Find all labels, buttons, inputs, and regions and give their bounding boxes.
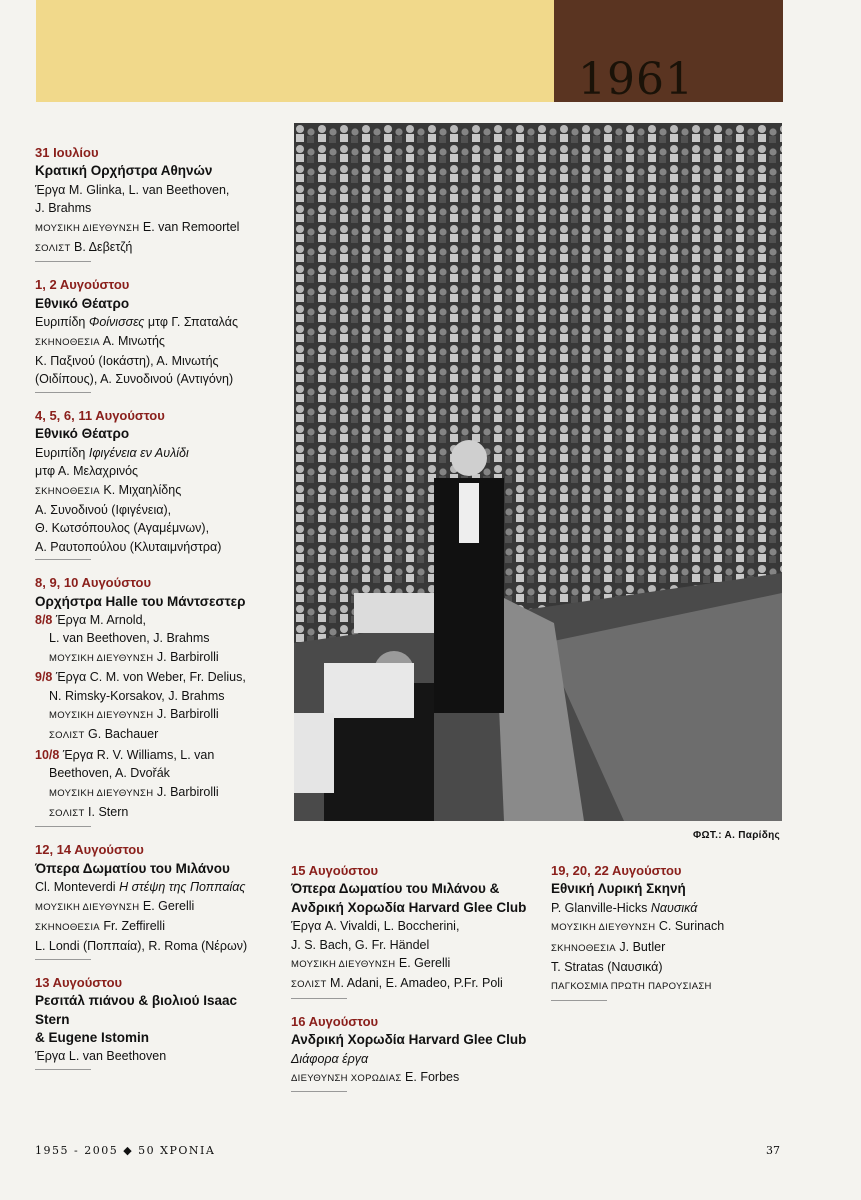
- role-label: ΜΟΥΣΙΚΗ ΔΙΕΥΘΥΝΣΗ: [551, 922, 656, 934]
- event-entry: [291, 1013, 531, 1093]
- program-column-1: [35, 144, 260, 1084]
- role-value: Α. Μινωτής: [102, 333, 165, 348]
- event-detail: J. S. Bach, G. Fr. Händel: [291, 937, 430, 952]
- footer-publication: 1955 - 2005 ◆ 50 ΧΡΟΝΙΑ: [35, 1144, 216, 1157]
- event-entry: [35, 574, 260, 827]
- event-detail: Έργα L. van Beethoven: [35, 1049, 167, 1064]
- role-value: E. Forbes: [405, 1070, 460, 1085]
- event-detail: Α. Ραυτοπούλου (Κλυταιμνήστρα): [35, 539, 222, 554]
- event-detail: N. Rimsky-Korsakov, J. Brahms: [49, 688, 225, 703]
- role-label: ΣΚΗΝΟΘΕΣΙΑ: [551, 942, 616, 954]
- event-title: Εθνική Λυρική Σκηνή: [551, 881, 686, 897]
- role-label: ΜΟΥΣΙΚΗ ΔΙΕΥΘΥΝΣΗ: [49, 709, 154, 721]
- entry-divider: [35, 392, 91, 393]
- event-entry: [551, 862, 791, 1001]
- work-title: Φοίνισσες: [88, 315, 145, 330]
- event-title: Ρεσιτάλ πιάνου & βιολιού Isaac Stern: [35, 993, 237, 1027]
- role-value: J. Butler: [619, 939, 666, 954]
- event-detail: L. Londi (Ποππαία), R. Roma (Νέρων): [35, 939, 248, 954]
- role-value: M. Adani, E. Amadeo, P.Fr. Poli: [330, 976, 503, 991]
- event-title: Ανδρική Χορωδία Harvard Glee Club: [291, 899, 527, 915]
- event-title: Εθνικό Θέατρο: [35, 426, 130, 442]
- event-title: Ανδρική Χορωδία Harvard Glee Club: [291, 1032, 527, 1048]
- event-detail: Έργα M. Glinka, L. van Beethoven,: [35, 182, 230, 197]
- role-label: ΣΟΛΙΣΤ: [49, 730, 85, 742]
- role-value: G. Bachauer: [88, 727, 159, 742]
- work-title: Ιφιγένεια εν Αυλίδι: [88, 445, 189, 460]
- event-title: Όπερα Δωματίου του Μιλάνου &: [291, 881, 500, 897]
- page-number: 37: [766, 1144, 780, 1157]
- event-entry: [35, 276, 260, 392]
- work-title: Η στέψη της Ποππαίας: [119, 880, 246, 895]
- event-entry: [291, 862, 531, 999]
- event-entry: [35, 974, 260, 1070]
- role-label: ΣΚΗΝΟΘΕΣΙΑ: [35, 485, 100, 497]
- role-value: C. Surinach: [658, 919, 725, 934]
- event-detail: Έργα C. M. von Weber, Fr. Delius,: [55, 670, 246, 685]
- event-date: 19, 20, 22 Αυγούστου: [551, 863, 682, 878]
- event-title: Ορχήστρα Halle του Μάντσεστερ: [35, 593, 246, 609]
- event-detail: Α. Συνοδινού (Ιφιγένεια),: [35, 502, 172, 517]
- role-label: ΔΙΕΥΘΥΝΣΗ ΧΟΡΩΔΙΑΣ: [291, 1073, 402, 1085]
- event-date: 4, 5, 6, 11 Αυγούστου: [35, 407, 165, 423]
- premiere-label: ΠΑΓΚΟΣΜΙΑ ΠΡΩΤΗ ΠΑΡΟΥΣΙΑΣΗ: [551, 981, 712, 993]
- event-detail: Κ. Παξινού (Ιοκάστη), Α. Μινωτής: [35, 354, 219, 369]
- event-detail: (Οιδίπους), Α. Συνοδινού (Αντιγόνη): [35, 372, 234, 387]
- role-label: ΣΟΛΙΣΤ: [49, 808, 85, 819]
- event-date: 8, 9, 10 Αυγούστου: [35, 575, 152, 591]
- entry-divider: [291, 998, 347, 999]
- entry-divider: [35, 826, 91, 827]
- event-detail: L. van Beethoven, J. Brahms: [49, 631, 210, 646]
- event-date: 15 Αυγούστου: [291, 863, 379, 878]
- entry-divider: [35, 261, 91, 262]
- entry-divider: [35, 959, 91, 960]
- event-title: Εθνικό Θέατρο: [35, 295, 130, 311]
- role-value: J. Barbirolli: [156, 706, 219, 721]
- day-label: 10/8: [35, 747, 60, 762]
- role-value: J. Barbirolli: [156, 784, 219, 799]
- event-title: Όπερα Δωματίου του Μιλάνου: [35, 860, 230, 876]
- role-value: I. Stern: [88, 805, 129, 819]
- event-detail: P. Glanville-Hicks: [551, 900, 651, 915]
- day-label: 9/8: [35, 670, 53, 685]
- entry-divider: [35, 559, 91, 560]
- header-band-yellow: [36, 0, 554, 102]
- event-entry: [35, 407, 260, 560]
- entry-divider: [291, 1091, 347, 1092]
- event-date: 1, 2 Αυγούστου: [35, 277, 130, 293]
- role-label: ΜΟΥΣΙΚΗ ΔΙΕΥΘΥΝΣΗ: [49, 787, 154, 799]
- event-detail: Ευριπίδη: [35, 315, 89, 330]
- event-detail: Έργα M. Arnold,: [55, 612, 147, 627]
- event-entry: [35, 144, 260, 262]
- concert-photo: [294, 123, 782, 821]
- event-detail: Cl. Monteverdi: [35, 880, 120, 895]
- event-entry: [35, 841, 260, 959]
- role-label: ΣΚΗΝΟΘΕΣΙΑ: [35, 922, 100, 934]
- role-label: ΜΟΥΣΙΚΗ ΔΙΕΥΘΥΝΣΗ: [35, 222, 140, 234]
- work-title: Ναυσικά: [650, 900, 698, 915]
- role-value: E. Gerelli: [398, 956, 451, 971]
- event-date: 12, 14 Αυγούστου: [35, 842, 144, 858]
- role-label: ΣΚΗΝΟΘΕΣΙΑ: [35, 336, 100, 348]
- event-date: 13 Αυγούστου: [35, 974, 123, 990]
- role-label: ΜΟΥΣΙΚΗ ΔΙΕΥΘΥΝΣΗ: [49, 652, 154, 664]
- role-value: Fr. Zeffirelli: [103, 919, 165, 934]
- role-value: Β. Δεβετζή: [74, 240, 133, 255]
- event-detail: μτφ Α. Μελαχρινός: [35, 464, 139, 479]
- event-detail: μτφ Γ. Σπαταλάς: [144, 315, 238, 330]
- entry-divider: [551, 1000, 607, 1001]
- day-label: 8/8: [35, 612, 53, 627]
- role-value: Κ. Μιχαηλίδης: [103, 482, 182, 497]
- event-date: 31 Ιουλίου: [35, 145, 99, 160]
- program-column-3: [551, 862, 791, 1015]
- program-column-2: [291, 862, 531, 1106]
- event-title: & Eugene Istomin: [35, 1030, 150, 1046]
- role-label: ΜΟΥΣΙΚΗ ΔΙΕΥΘΥΝΣΗ: [291, 959, 396, 971]
- role-label: ΣΟΛΙΣΤ: [35, 243, 71, 255]
- entry-divider: [35, 1069, 91, 1070]
- event-detail: Έργα R. V. Williams, L. van: [62, 747, 215, 762]
- event-detail: J. Brahms: [35, 201, 92, 216]
- event-title: Κρατική Ορχήστρα Αθηνών: [35, 163, 213, 179]
- event-detail: Θ. Κωτσόπουλος (Αγαμέμνων),: [35, 521, 210, 536]
- role-label: ΜΟΥΣΙΚΗ ΔΙΕΥΘΥΝΣΗ: [35, 901, 140, 913]
- event-detail: T. Stratas (Ναυσικά): [551, 960, 663, 975]
- role-value: J. Barbirolli: [156, 649, 219, 664]
- event-detail: Beethoven, A. Dvořák: [49, 766, 170, 781]
- photo-credit: ΦΩΤ.: Α. Παρίδης: [693, 830, 781, 841]
- work-title: Διάφορα έργα: [291, 1051, 369, 1066]
- event-detail: Έργα A. Vivaldi, L. Boccherini,: [291, 919, 460, 934]
- event-detail: Ευριπίδη: [35, 445, 89, 460]
- event-date: 16 Αυγούστου: [291, 1013, 379, 1029]
- page-year: 1961: [578, 54, 694, 105]
- role-value: E. van Remoortel: [142, 219, 240, 234]
- role-label: ΣΟΛΙΣΤ: [291, 979, 327, 991]
- role-value: E. Gerelli: [142, 898, 195, 913]
